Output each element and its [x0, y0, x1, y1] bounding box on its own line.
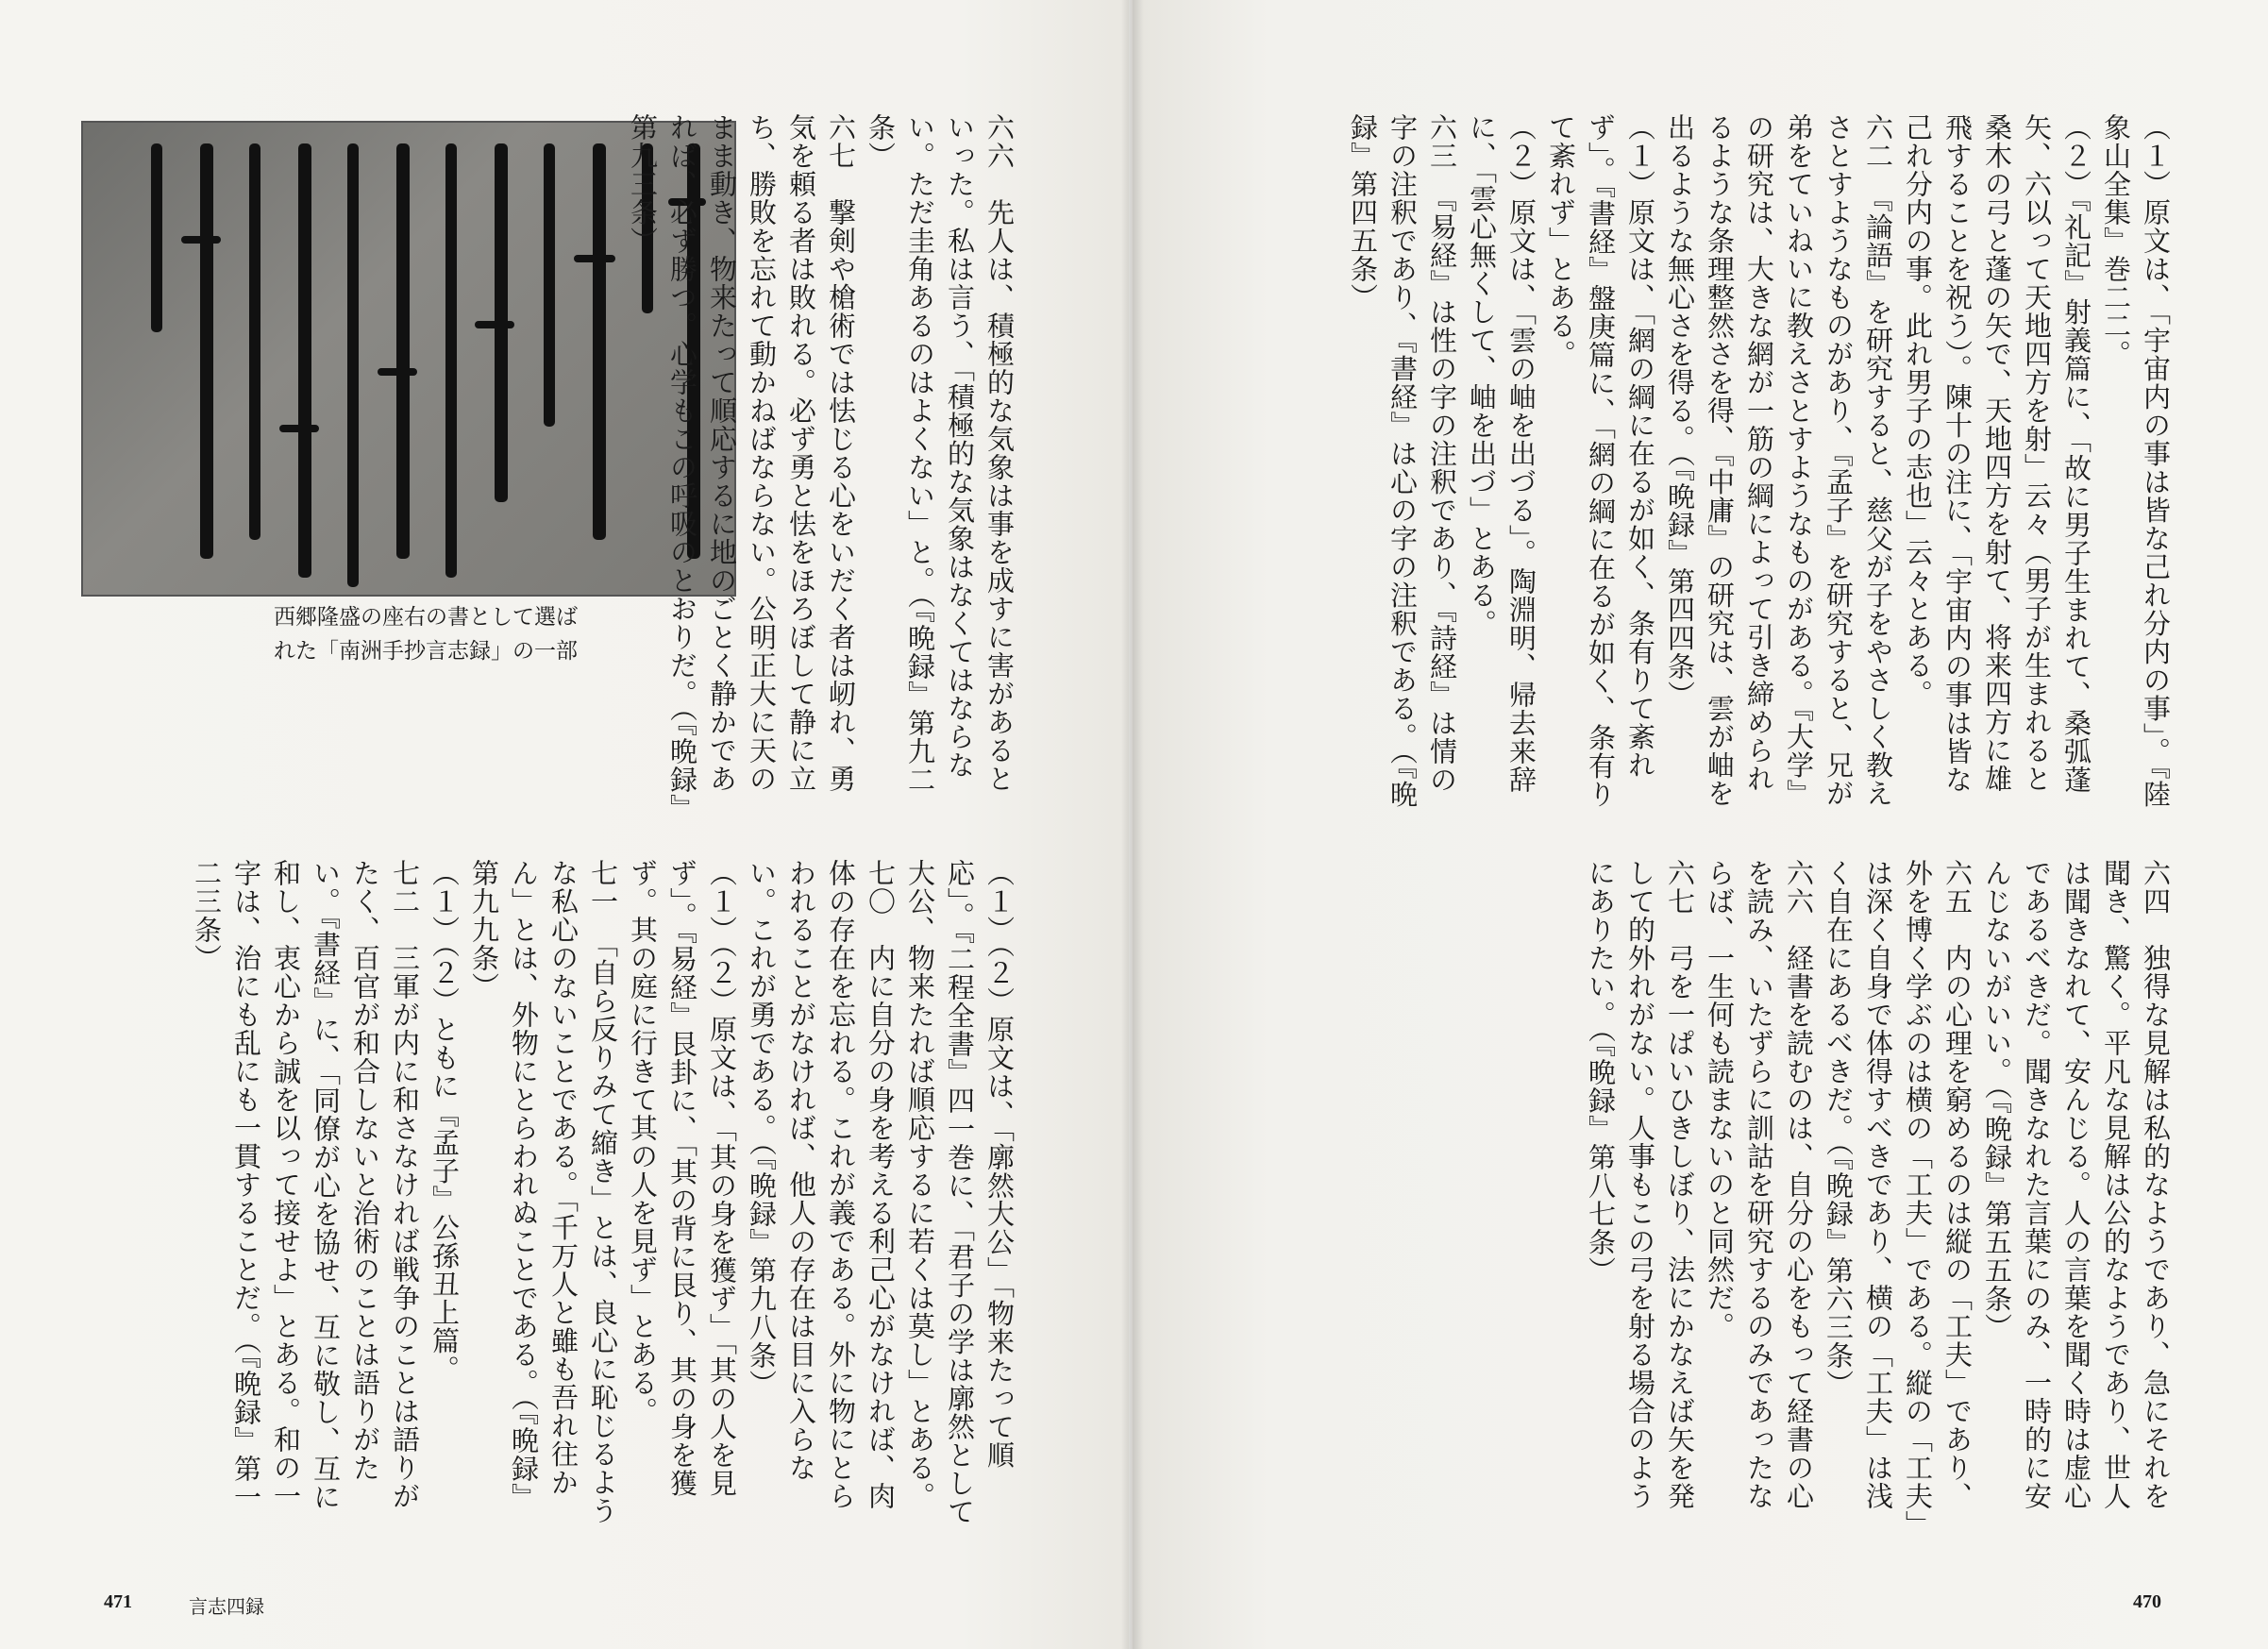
- left-page: [0, 0, 1129, 1649]
- page-number: 471: [104, 1591, 132, 1612]
- running-head: 言志四録: [189, 1595, 264, 1618]
- left-upper-text: 六六 先人は、積極的な気象は事を成すに害があるといった。私は言う、「積極的な気象はなくてはならない。ただ圭角あるのはよくない」と。（『晩録』第九二条） 六七 撃剣や槍術では怯じる心をいだく者は屻れ、勇気を頼る者は敗れる。必ず勇と怯をほろぼして静に立ち、勝敗を忘れて動かねばならない。公明正大に天のまま動き、物来たって順応するに地のごとく静かであれば、必ず勝つ。心学もこの呼吸のとおりだ。（『晩録』第九三条）: [627, 113, 1016, 809]
- right-upper-text: （１）原文は、「宇宙内の事は皆な己れ分内の事」。『陸象山全集』巻二二。 （２）『礼記』射義篇に、「故に男子生まれて、桑弧蓬矢、六以って天地四方を射」云々（男子が生まれると桑木の弓と蓬の矢で、天地四方を射て、将来四方に雄飛することを祝う）。陳十の注に、「宇宙内の事は皆な己れ分内の事。此れ男子の志也」云々とある。 六二 『論語』を研究すると、慈父が子をやさしく教えさとすようなものがあり、『孟子』を研究すると、兄が弟をていねいに教えさとすようなものがある。『大学』の研究は、大きな網が一筋の綱によって引き締められるような条理整然さを得、『中庸』の研究は、雲が岫を出るような無心さを得る。（『晩録』第四四条） （１）原文は、「網の綱に在るが如く、条有りて紊れず」。『書経』盤庚篇に、「網の綱に在るが如く、条有りて紊れず」とある。 （２）原文は、「雲の岫を出づる」。陶淵明、帰去来辞に、「雲心無くして、岫を出づ」とある。 六三 『易経』は性の字の注釈であり、『詩経』は情の字の注釈であり、『書経』は心の字の注釈である。（『晩録』第四五条）: [1347, 113, 2172, 809]
- right-lower-text: 六四 独得な見解は私的なようであり、急にそれを聞き、驚く。平凡な見解は公的なようであり、世人は聞きなれて、安んじる。人の言葉を聞く時は虚心であるべきだ。聞きなれた言葉にのみ、一時的に安んじないがいい。（『晩録』第五五条） 六五 内の心理を窮めるのは縦の「工夫」であり、外を博く学ぶのは横の「工夫」である。縦の「工夫」は深く自身で体得すべきであり、横の「工夫」は浅く自在にあるべきだ。（『晩録』第六三条） 六六 経書を読むのは、自分の心をもって経書の心を読み、いたずらに訓詁を研究するのみであったならば、一生何も読まないのと同然だ。 六七 弓を一ぱいひきしぼり、法にかなえば矢を発して的外れがない。人事もこの弓を射る場合のようにありたい。（『晩録』第八七条）: [1585, 859, 2172, 1525]
- page-number: 470: [2133, 1591, 2161, 1612]
- right-page: [1133, 0, 2268, 1649]
- book-gutter: [1121, 0, 1144, 1649]
- image-caption: 西郷隆盛の座右の書として選ば れた「南洲手抄言志録」の一部: [274, 605, 578, 664]
- left-lower-text: （１）（２）原文は、「廓然大公」「物来たって順応」。『二程全書』四一巻に、「君子の学は廓然として大公、物来たれば順応するに若くは莫し」とある。 七〇 内に自分の身を考える利己心がなければ、肉体の存在を忘れる。これが義である。外に物にとらわれることがなければ、他人の存在は目に入らない。これが勇である。（『晩録』第九八条） （１）（２）原文は、「其の身を獲ず」「其の人を見ず」。『易経』艮卦に、「其の背に艮り、其の身を獲ず。其の庭に行きて其の人を見ず」とある。 七一 「自ら反りみて縮き」とは、良心に恥じるような私心のないことである。「千万人と雖も吾れ往かん」とは、外物にとらわれぬことである。（『晩録』第九九条） （１）（２）ともに『孟子』公孫丑上篇。 七二 三軍が内に和さなければ戦争のことは語りがたく、百官が和合しないと治術のことは語りがたい。『書経』に、「同僚が心を協せ、互に敬し、互に和し、衷心から誠を以って接せよ」とある。和の一字は、治にも乱にも一貫することだ。（『晩録』第一二三条）: [191, 859, 1016, 1526]
